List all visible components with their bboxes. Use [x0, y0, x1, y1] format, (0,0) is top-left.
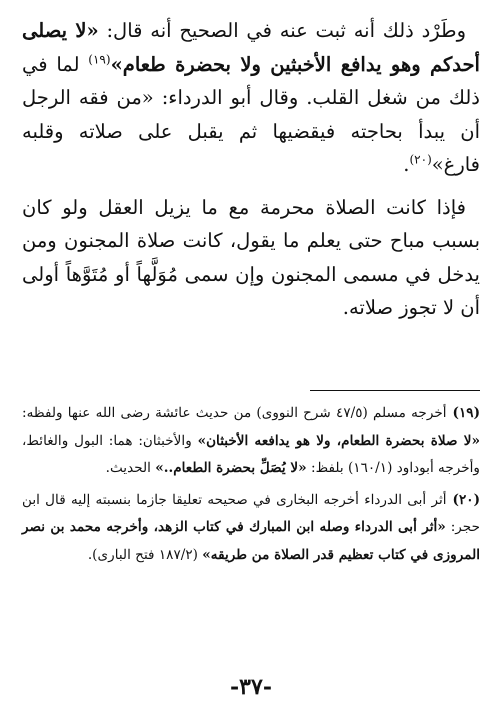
footnote-ref-20: (٢٠) — [409, 152, 432, 167]
footnote-bold-text: «لا يُصَلِّ بحضرة الطعام..» — [155, 460, 307, 476]
footnote-number: (١٩) — [452, 405, 480, 421]
book-page — [22, 14, 480, 714]
hadith-quote: «لا يصلى أحدكم وهو يدافع الأخبثين ولا بحضرة طعام» — [22, 19, 480, 76]
main-text — [22, 14, 480, 325]
paragraph-1-middle: لما في ذلك من شغل القلب. وقال أبو الدرداء: — [22, 52, 480, 109]
footnote-number: (٢٠) — [452, 491, 480, 508]
footnote-text: الحديث. — [105, 460, 156, 476]
footnote-divider — [310, 390, 480, 391]
footnote-20 — [22, 487, 480, 570]
paragraph-1 — [22, 14, 480, 182]
footnote-text: (١٨٧/٢ فتح البارى). — [87, 546, 203, 563]
footnote-bold-text: «أثر أبى الدرداء وصله ابن المبارك في كتاب الزهد، وأخرجه محمد بن نصر المروزى في كتاب تعظيم قدر الصلاة من طريقه» — [22, 519, 480, 563]
footnote-text: أثر أبى الدرداء أخرجه البخارى في صحيحه تعليقا جازما بنسبته إليه قال ابن حجر: — [22, 491, 480, 535]
paragraph-1-end: . — [403, 153, 410, 176]
footnotes — [22, 400, 480, 569]
footnote-19 — [22, 400, 480, 483]
footnote-text: والأخبثان: هما: البول والغائط، وأخرجه أبوداود (١٦٠/١) بلفظ: — [22, 432, 480, 476]
footnote-ref-19: (١٩) — [88, 52, 111, 66]
page-number: -٣٧- — [230, 674, 272, 700]
footnote-bold-text: «لا صلاة بحضرة الطعام، ولا هو يدافعه الأخبثان» — [197, 432, 480, 449]
paragraph-2: فإذا كانت الصلاة محرمة مع ما يزيل العقل ولو كان بسبب مباح حتى يعلم ما يقول، كانت صلاة المجنون ومن يدخل في مسمى المجنون وإن سمى مُوَلَّهاً أو مُتَوَّهاً أولى أن لا تجوز صلاته. — [22, 195, 480, 319]
paragraph-1-intro: وطَرْد ذلك أنه ثبت عنه في الصحيح أنه قال: — [98, 19, 466, 42]
abu-darda-quote: «من فقه الرجل أن يبدأ بحاجته فيقضيها ثم يقبل على صلاته وقلبه فارغ» — [22, 86, 480, 176]
footnote-text: أخرجه مسلم (٤٧/٥ شرح النووى) من حديث عائشة رضى الله عنها ولفظه: — [22, 405, 447, 421]
